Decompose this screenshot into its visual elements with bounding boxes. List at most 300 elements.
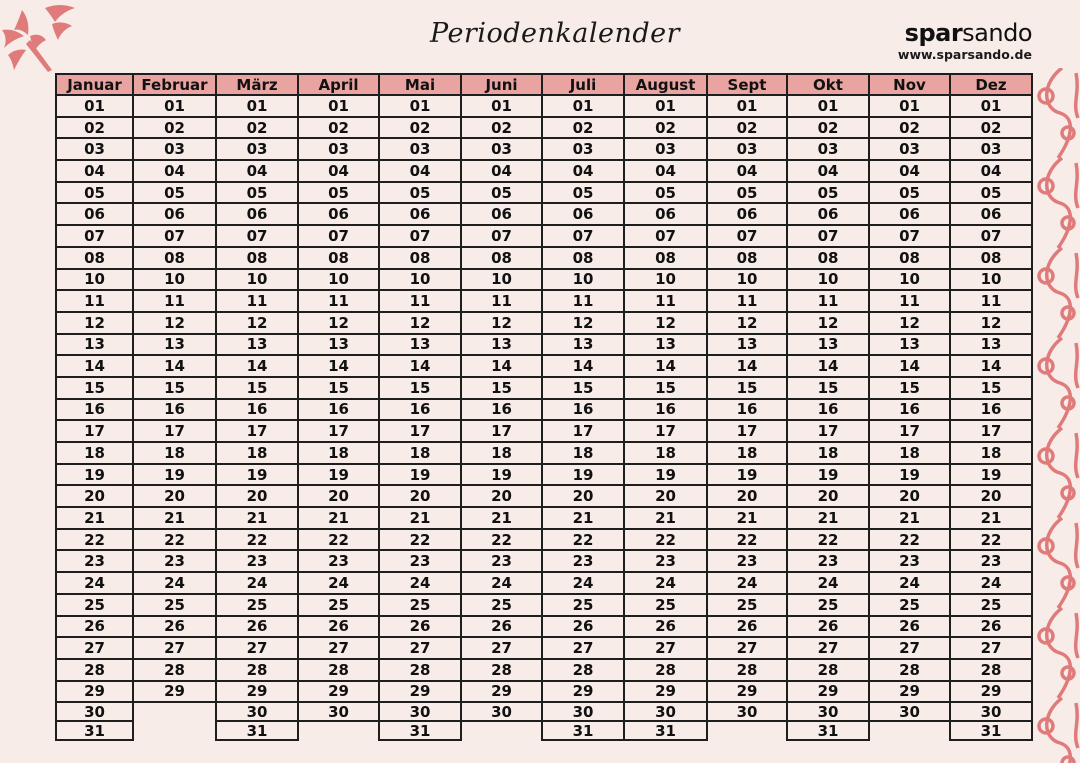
day-cell[interactable]: 25 [706, 593, 788, 617]
day-cell[interactable]: 19 [786, 463, 870, 487]
day-cell[interactable]: 22 [297, 528, 380, 552]
day-cell[interactable]: 27 [132, 636, 217, 660]
day-cell[interactable]: 16 [460, 398, 543, 422]
day-cell[interactable]: 13 [55, 333, 134, 357]
day-cell[interactable]: 17 [132, 419, 217, 443]
day-cell[interactable]: 12 [55, 311, 134, 335]
day-cell[interactable]: 10 [378, 268, 462, 292]
day-cell[interactable]: 29 [949, 680, 1033, 704]
day-cell[interactable]: 20 [55, 484, 134, 508]
day-cell[interactable]: 28 [949, 658, 1033, 682]
day-cell[interactable]: 15 [215, 376, 299, 400]
day-cell[interactable]: 18 [215, 441, 299, 465]
day-cell[interactable]: 14 [949, 354, 1033, 378]
day-cell[interactable]: 27 [378, 636, 462, 660]
day-cell[interactable]: 04 [378, 159, 462, 183]
day-cell[interactable]: 03 [378, 137, 462, 161]
day-cell[interactable]: 02 [215, 116, 299, 140]
day-cell[interactable]: 07 [949, 224, 1033, 248]
day-cell[interactable]: 11 [786, 289, 870, 313]
day-cell[interactable]: 27 [868, 636, 951, 660]
day-cell[interactable]: 12 [460, 311, 543, 335]
day-cell[interactable]: 07 [460, 224, 543, 248]
day-cell[interactable]: 29 [55, 680, 134, 704]
day-cell[interactable]: 11 [378, 289, 462, 313]
day-cell[interactable]: 10 [541, 268, 625, 292]
day-cell[interactable]: 26 [132, 615, 217, 639]
day-cell[interactable]: 02 [541, 116, 625, 140]
day-cell[interactable]: 25 [460, 593, 543, 617]
day-cell[interactable]: 12 [378, 311, 462, 335]
day-cell[interactable]: 28 [297, 658, 380, 682]
day-cell[interactable]: 20 [215, 484, 299, 508]
day-cell[interactable]: 07 [623, 224, 708, 248]
day-cell[interactable]: 10 [868, 268, 951, 292]
day-cell[interactable]: 26 [541, 615, 625, 639]
day-cell[interactable]: 22 [623, 528, 708, 552]
day-cell[interactable]: 14 [706, 354, 788, 378]
day-cell[interactable]: 04 [132, 159, 217, 183]
day-cell[interactable]: 04 [460, 159, 543, 183]
day-cell[interactable]: 10 [623, 268, 708, 292]
day-cell[interactable]: 24 [460, 571, 543, 595]
day-cell[interactable]: 04 [949, 159, 1033, 183]
day-cell[interactable]: 10 [55, 268, 134, 292]
day-cell[interactable]: 03 [132, 137, 217, 161]
day-cell[interactable]: 18 [868, 441, 951, 465]
day-cell[interactable]: 18 [132, 441, 217, 465]
day-cell[interactable]: 12 [541, 311, 625, 335]
day-cell[interactable]: 20 [868, 484, 951, 508]
day-cell[interactable]: 27 [55, 636, 134, 660]
day-cell[interactable]: 02 [378, 116, 462, 140]
day-cell[interactable]: 03 [55, 137, 134, 161]
day-cell[interactable]: 17 [215, 419, 299, 443]
day-cell[interactable]: 18 [541, 441, 625, 465]
day-cell[interactable]: 14 [215, 354, 299, 378]
day-cell[interactable]: 07 [541, 224, 625, 248]
day-cell[interactable]: 08 [949, 246, 1033, 270]
day-cell[interactable]: 13 [215, 333, 299, 357]
day-cell[interactable]: 17 [297, 419, 380, 443]
day-cell[interactable]: 05 [55, 181, 134, 205]
day-cell[interactable]: 13 [868, 333, 951, 357]
day-cell[interactable]: 15 [541, 376, 625, 400]
day-cell[interactable]: 27 [706, 636, 788, 660]
day-cell[interactable]: 15 [460, 376, 543, 400]
day-cell[interactable]: 30 [55, 701, 134, 722]
day-cell[interactable]: 31 [215, 720, 299, 741]
day-cell[interactable]: 15 [378, 376, 462, 400]
day-cell[interactable]: 06 [378, 202, 462, 226]
day-cell[interactable]: 03 [215, 137, 299, 161]
day-cell[interactable]: 28 [868, 658, 951, 682]
day-cell[interactable]: 02 [706, 116, 788, 140]
day-cell[interactable]: 31 [949, 720, 1033, 741]
day-cell[interactable]: 06 [786, 202, 870, 226]
day-cell[interactable]: 10 [132, 268, 217, 292]
day-cell[interactable]: 22 [460, 528, 543, 552]
day-cell[interactable]: 05 [949, 181, 1033, 205]
day-cell[interactable]: 14 [55, 354, 134, 378]
day-cell[interactable]: 20 [786, 484, 870, 508]
day-cell[interactable]: 04 [215, 159, 299, 183]
day-cell[interactable]: 07 [378, 224, 462, 248]
day-cell[interactable]: 15 [55, 376, 134, 400]
day-cell[interactable]: 03 [706, 137, 788, 161]
day-cell[interactable]: 01 [541, 94, 625, 118]
day-cell[interactable]: 02 [949, 116, 1033, 140]
day-cell[interactable]: 01 [132, 94, 217, 118]
day-cell[interactable]: 15 [623, 376, 708, 400]
day-cell[interactable]: 26 [378, 615, 462, 639]
day-cell[interactable]: 19 [706, 463, 788, 487]
day-cell[interactable]: 16 [55, 398, 134, 422]
day-cell[interactable]: 10 [949, 268, 1033, 292]
day-cell[interactable]: 28 [541, 658, 625, 682]
day-cell[interactable]: 17 [786, 419, 870, 443]
day-cell[interactable]: 23 [868, 549, 951, 573]
day-cell[interactable]: 24 [949, 571, 1033, 595]
day-cell[interactable]: 23 [297, 549, 380, 573]
day-cell[interactable]: 22 [55, 528, 134, 552]
day-cell[interactable]: 06 [55, 202, 134, 226]
day-cell[interactable]: 07 [706, 224, 788, 248]
day-cell[interactable]: 30 [786, 701, 870, 722]
day-cell[interactable]: 27 [297, 636, 380, 660]
day-cell[interactable]: 15 [868, 376, 951, 400]
day-cell[interactable]: 05 [132, 181, 217, 205]
day-cell[interactable]: 14 [541, 354, 625, 378]
day-cell[interactable]: 31 [786, 720, 870, 741]
day-cell[interactable]: 20 [949, 484, 1033, 508]
day-cell[interactable]: 26 [786, 615, 870, 639]
day-cell[interactable]: 06 [541, 202, 625, 226]
day-cell[interactable]: 29 [297, 680, 380, 704]
day-cell[interactable]: 08 [623, 246, 708, 270]
day-cell[interactable]: 20 [132, 484, 217, 508]
day-cell[interactable]: 22 [215, 528, 299, 552]
day-cell[interactable]: 05 [786, 181, 870, 205]
day-cell[interactable]: 20 [460, 484, 543, 508]
day-cell[interactable]: 26 [706, 615, 788, 639]
day-cell[interactable]: 17 [378, 419, 462, 443]
day-cell[interactable]: 27 [460, 636, 543, 660]
day-cell[interactable]: 26 [55, 615, 134, 639]
day-cell[interactable]: 18 [706, 441, 788, 465]
day-cell[interactable]: 06 [132, 202, 217, 226]
day-cell[interactable]: 23 [623, 549, 708, 573]
day-cell[interactable]: 06 [949, 202, 1033, 226]
day-cell[interactable]: 29 [541, 680, 625, 704]
day-cell[interactable]: 18 [949, 441, 1033, 465]
day-cell[interactable]: 31 [378, 720, 462, 741]
day-cell[interactable]: 04 [706, 159, 788, 183]
day-cell[interactable]: 19 [297, 463, 380, 487]
day-cell[interactable]: 10 [215, 268, 299, 292]
day-cell[interactable]: 05 [460, 181, 543, 205]
day-cell[interactable]: 06 [706, 202, 788, 226]
day-cell[interactable]: 16 [786, 398, 870, 422]
day-cell[interactable]: 18 [786, 441, 870, 465]
day-cell[interactable]: 12 [132, 311, 217, 335]
day-cell[interactable]: 20 [378, 484, 462, 508]
day-cell[interactable]: 17 [55, 419, 134, 443]
day-cell[interactable]: 18 [55, 441, 134, 465]
day-cell[interactable]: 14 [297, 354, 380, 378]
day-cell[interactable]: 23 [132, 549, 217, 573]
day-cell[interactable]: 25 [786, 593, 870, 617]
day-cell[interactable]: 13 [786, 333, 870, 357]
day-cell[interactable]: 29 [623, 680, 708, 704]
day-cell[interactable]: 08 [541, 246, 625, 270]
day-cell[interactable]: 19 [868, 463, 951, 487]
day-cell[interactable]: 12 [215, 311, 299, 335]
day-cell[interactable]: 03 [868, 137, 951, 161]
day-cell[interactable]: 30 [541, 701, 625, 722]
day-cell[interactable]: 01 [55, 94, 134, 118]
day-cell[interactable]: 16 [541, 398, 625, 422]
day-cell[interactable]: 21 [623, 506, 708, 530]
day-cell[interactable]: 28 [706, 658, 788, 682]
day-cell[interactable]: 02 [55, 116, 134, 140]
day-cell[interactable]: 26 [215, 615, 299, 639]
day-cell[interactable]: 13 [541, 333, 625, 357]
day-cell[interactable]: 26 [949, 615, 1033, 639]
day-cell[interactable]: 06 [215, 202, 299, 226]
day-cell[interactable]: 25 [541, 593, 625, 617]
day-cell[interactable]: 19 [541, 463, 625, 487]
day-cell[interactable]: 07 [868, 224, 951, 248]
day-cell[interactable]: 19 [215, 463, 299, 487]
day-cell[interactable]: 20 [706, 484, 788, 508]
day-cell[interactable]: 28 [55, 658, 134, 682]
day-cell[interactable]: 01 [378, 94, 462, 118]
day-cell[interactable]: 05 [868, 181, 951, 205]
day-cell[interactable]: 15 [786, 376, 870, 400]
day-cell[interactable]: 21 [215, 506, 299, 530]
day-cell[interactable]: 19 [378, 463, 462, 487]
day-cell[interactable]: 12 [868, 311, 951, 335]
day-cell[interactable]: 30 [868, 701, 951, 722]
day-cell[interactable]: 22 [706, 528, 788, 552]
day-cell[interactable]: 24 [378, 571, 462, 595]
day-cell[interactable]: 29 [868, 680, 951, 704]
day-cell[interactable]: 07 [215, 224, 299, 248]
day-cell[interactable]: 05 [297, 181, 380, 205]
day-cell[interactable]: 17 [706, 419, 788, 443]
day-cell[interactable]: 08 [55, 246, 134, 270]
day-cell[interactable]: 21 [55, 506, 134, 530]
day-cell[interactable]: 26 [460, 615, 543, 639]
day-cell[interactable]: 26 [868, 615, 951, 639]
day-cell[interactable]: 11 [706, 289, 788, 313]
day-cell[interactable]: 13 [297, 333, 380, 357]
day-cell[interactable]: 24 [786, 571, 870, 595]
day-cell[interactable]: 16 [297, 398, 380, 422]
day-cell[interactable]: 02 [460, 116, 543, 140]
day-cell[interactable]: 30 [706, 701, 788, 722]
day-cell[interactable]: 12 [949, 311, 1033, 335]
day-cell[interactable]: 22 [868, 528, 951, 552]
day-cell[interactable]: 19 [132, 463, 217, 487]
day-cell[interactable]: 13 [949, 333, 1033, 357]
day-cell[interactable]: 23 [378, 549, 462, 573]
day-cell[interactable]: 27 [949, 636, 1033, 660]
day-cell[interactable]: 25 [949, 593, 1033, 617]
day-cell[interactable]: 03 [623, 137, 708, 161]
day-cell[interactable]: 25 [868, 593, 951, 617]
day-cell[interactable]: 14 [378, 354, 462, 378]
day-cell[interactable]: 01 [215, 94, 299, 118]
day-cell[interactable]: 07 [297, 224, 380, 248]
day-cell[interactable]: 24 [215, 571, 299, 595]
day-cell[interactable]: 27 [786, 636, 870, 660]
day-cell[interactable]: 22 [378, 528, 462, 552]
day-cell[interactable]: 31 [55, 720, 134, 741]
day-cell[interactable]: 26 [297, 615, 380, 639]
day-cell[interactable]: 16 [706, 398, 788, 422]
day-cell[interactable]: 08 [378, 246, 462, 270]
day-cell[interactable]: 27 [215, 636, 299, 660]
day-cell[interactable]: 30 [297, 701, 380, 722]
day-cell[interactable]: 23 [460, 549, 543, 573]
day-cell[interactable]: 25 [623, 593, 708, 617]
day-cell[interactable]: 28 [215, 658, 299, 682]
day-cell[interactable]: 11 [949, 289, 1033, 313]
day-cell[interactable]: 24 [706, 571, 788, 595]
day-cell[interactable]: 24 [868, 571, 951, 595]
day-cell[interactable]: 17 [623, 419, 708, 443]
day-cell[interactable]: 06 [623, 202, 708, 226]
day-cell[interactable]: 13 [132, 333, 217, 357]
day-cell[interactable]: 08 [132, 246, 217, 270]
day-cell[interactable]: 20 [541, 484, 625, 508]
day-cell[interactable]: 10 [786, 268, 870, 292]
day-cell[interactable]: 28 [786, 658, 870, 682]
day-cell[interactable]: 02 [786, 116, 870, 140]
day-cell[interactable]: 05 [215, 181, 299, 205]
day-cell[interactable]: 11 [297, 289, 380, 313]
day-cell[interactable]: 04 [786, 159, 870, 183]
day-cell[interactable]: 16 [378, 398, 462, 422]
day-cell[interactable]: 30 [949, 701, 1033, 722]
day-cell[interactable]: 25 [215, 593, 299, 617]
day-cell[interactable]: 16 [949, 398, 1033, 422]
day-cell[interactable]: 13 [706, 333, 788, 357]
day-cell[interactable]: 21 [786, 506, 870, 530]
day-cell[interactable]: 06 [868, 202, 951, 226]
day-cell[interactable]: 16 [215, 398, 299, 422]
day-cell[interactable]: 15 [297, 376, 380, 400]
day-cell[interactable]: 01 [297, 94, 380, 118]
day-cell[interactable]: 23 [55, 549, 134, 573]
day-cell[interactable]: 18 [460, 441, 543, 465]
day-cell[interactable]: 29 [132, 680, 217, 704]
day-cell[interactable]: 16 [132, 398, 217, 422]
day-cell[interactable]: 21 [868, 506, 951, 530]
day-cell[interactable]: 23 [215, 549, 299, 573]
day-cell[interactable]: 11 [541, 289, 625, 313]
day-cell[interactable]: 05 [623, 181, 708, 205]
day-cell[interactable]: 08 [868, 246, 951, 270]
day-cell[interactable]: 29 [786, 680, 870, 704]
day-cell[interactable]: 23 [786, 549, 870, 573]
day-cell[interactable]: 03 [541, 137, 625, 161]
day-cell[interactable]: 11 [868, 289, 951, 313]
day-cell[interactable]: 30 [215, 701, 299, 722]
day-cell[interactable]: 14 [623, 354, 708, 378]
day-cell[interactable]: 14 [868, 354, 951, 378]
day-cell[interactable]: 19 [460, 463, 543, 487]
day-cell[interactable]: 21 [132, 506, 217, 530]
day-cell[interactable]: 01 [623, 94, 708, 118]
day-cell[interactable]: 22 [541, 528, 625, 552]
day-cell[interactable]: 28 [623, 658, 708, 682]
day-cell[interactable]: 16 [868, 398, 951, 422]
day-cell[interactable]: 04 [623, 159, 708, 183]
day-cell[interactable]: 04 [55, 159, 134, 183]
day-cell[interactable]: 04 [297, 159, 380, 183]
day-cell[interactable]: 06 [460, 202, 543, 226]
day-cell[interactable]: 13 [460, 333, 543, 357]
day-cell[interactable]: 12 [297, 311, 380, 335]
day-cell[interactable]: 11 [132, 289, 217, 313]
day-cell[interactable]: 01 [786, 94, 870, 118]
day-cell[interactable]: 29 [378, 680, 462, 704]
day-cell[interactable]: 14 [132, 354, 217, 378]
day-cell[interactable]: 01 [949, 94, 1033, 118]
day-cell[interactable]: 26 [623, 615, 708, 639]
day-cell[interactable]: 02 [868, 116, 951, 140]
day-cell[interactable]: 23 [706, 549, 788, 573]
day-cell[interactable]: 10 [297, 268, 380, 292]
day-cell[interactable]: 18 [623, 441, 708, 465]
day-cell[interactable]: 04 [868, 159, 951, 183]
day-cell[interactable]: 19 [623, 463, 708, 487]
day-cell[interactable]: 01 [706, 94, 788, 118]
day-cell[interactable]: 20 [623, 484, 708, 508]
day-cell[interactable]: 05 [706, 181, 788, 205]
day-cell[interactable]: 24 [623, 571, 708, 595]
day-cell[interactable]: 17 [949, 419, 1033, 443]
day-cell[interactable]: 14 [460, 354, 543, 378]
day-cell[interactable]: 16 [623, 398, 708, 422]
day-cell[interactable]: 15 [706, 376, 788, 400]
day-cell[interactable]: 31 [623, 720, 708, 741]
day-cell[interactable]: 19 [55, 463, 134, 487]
day-cell[interactable]: 12 [786, 311, 870, 335]
day-cell[interactable]: 03 [460, 137, 543, 161]
day-cell[interactable]: 13 [623, 333, 708, 357]
day-cell[interactable]: 30 [623, 701, 708, 722]
day-cell[interactable]: 11 [460, 289, 543, 313]
day-cell[interactable]: 08 [460, 246, 543, 270]
day-cell[interactable]: 25 [55, 593, 134, 617]
day-cell[interactable]: 06 [297, 202, 380, 226]
day-cell[interactable]: 30 [378, 701, 462, 722]
day-cell[interactable]: 03 [786, 137, 870, 161]
day-cell[interactable]: 08 [706, 246, 788, 270]
day-cell[interactable]: 11 [215, 289, 299, 313]
day-cell[interactable]: 22 [132, 528, 217, 552]
day-cell[interactable]: 17 [868, 419, 951, 443]
day-cell[interactable]: 29 [706, 680, 788, 704]
day-cell[interactable]: 08 [215, 246, 299, 270]
day-cell[interactable]: 02 [132, 116, 217, 140]
day-cell[interactable]: 01 [868, 94, 951, 118]
day-cell[interactable]: 21 [378, 506, 462, 530]
